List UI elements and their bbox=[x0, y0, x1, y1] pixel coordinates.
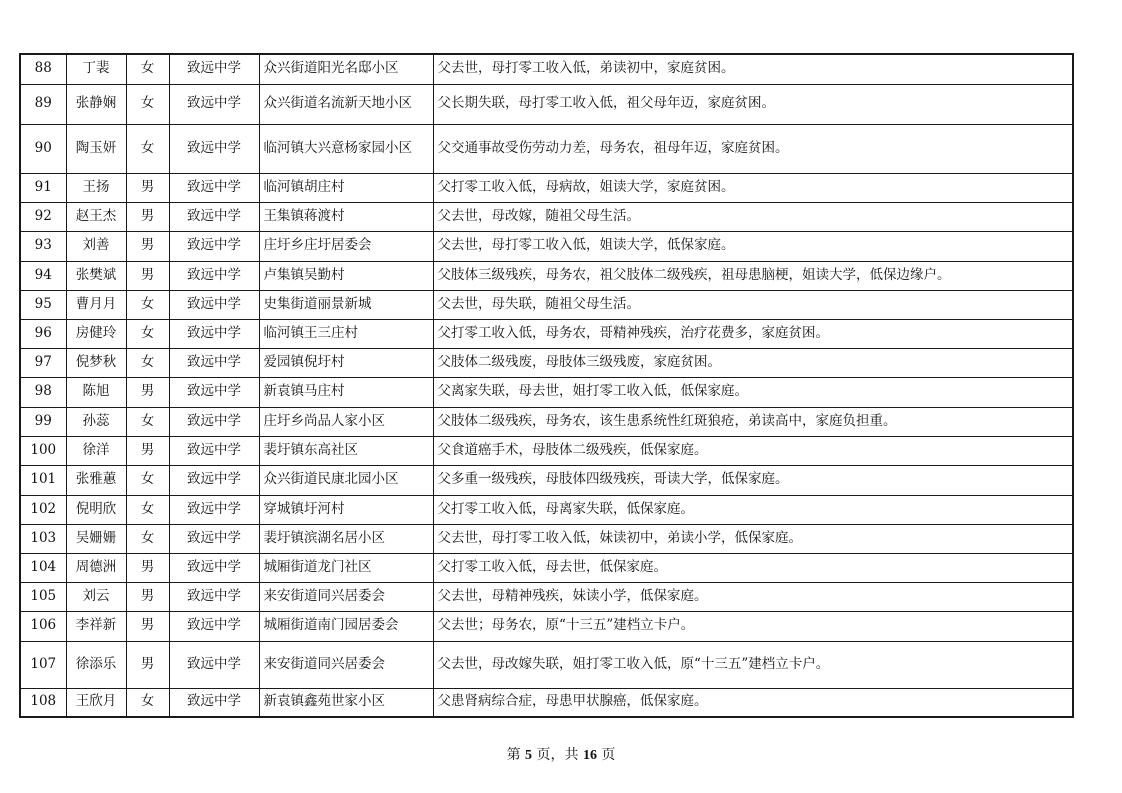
cell-gender: 女 bbox=[126, 688, 169, 717]
cell-address: 临河镇大兴意杨家园小区 bbox=[259, 124, 433, 173]
cell-school: 致远中学 bbox=[169, 465, 259, 495]
cell-address: 临河镇胡庄村 bbox=[259, 173, 433, 202]
cell-address: 众兴街道名流新天地小区 bbox=[259, 84, 433, 124]
table-row bbox=[20, 611, 1073, 641]
cell-gender: 女 bbox=[126, 407, 169, 436]
page-footer bbox=[0, 744, 1122, 764]
cell-gender: 女 bbox=[126, 84, 169, 124]
cell-name: 倪梦秋 bbox=[66, 348, 126, 377]
cell-address: 来安街道同兴居委会 bbox=[259, 582, 433, 611]
cell-gender: 男 bbox=[126, 231, 169, 261]
table-row bbox=[20, 124, 1073, 173]
cell-situation: 父打零工收入低，母去世，低保家庭。 bbox=[433, 553, 1073, 582]
cell-school: 致远中学 bbox=[169, 202, 259, 231]
cell-situation: 父肢体二级残废，母肢体三级残废，家庭贫困。 bbox=[433, 348, 1073, 377]
cell-number: 108 bbox=[20, 688, 66, 717]
cell-situation: 父去世，母打零工收入低，弟读初中，家庭贫困。 bbox=[433, 54, 1073, 84]
cell-school: 致远中学 bbox=[169, 553, 259, 582]
cell-school: 致远中学 bbox=[169, 407, 259, 436]
table-row bbox=[20, 524, 1073, 553]
cell-gender: 女 bbox=[126, 124, 169, 173]
cell-situation: 父交通事故受伤劳动力差，母务农，祖母年迈，家庭贫困。 bbox=[433, 124, 1073, 173]
footer-suffix: 页 bbox=[601, 747, 616, 763]
cell-situation: 父打零工收入低，母离家失联，低保家庭。 bbox=[433, 495, 1073, 524]
cell-address: 史集街道丽景新城 bbox=[259, 290, 433, 319]
cell-number: 97 bbox=[20, 348, 66, 377]
cell-name: 曹月月 bbox=[66, 290, 126, 319]
cell-name: 李祥新 bbox=[66, 611, 126, 641]
cell-number: 99 bbox=[20, 407, 66, 436]
table-row bbox=[20, 231, 1073, 261]
cell-school: 致远中学 bbox=[169, 582, 259, 611]
cell-school: 致远中学 bbox=[169, 641, 259, 688]
cell-school: 致远中学 bbox=[169, 495, 259, 524]
cell-gender: 男 bbox=[126, 611, 169, 641]
cell-gender: 男 bbox=[126, 582, 169, 611]
cell-school: 致远中学 bbox=[169, 688, 259, 717]
cell-situation: 父去世；母务农，原“十三五”建档立卡户。 bbox=[433, 611, 1073, 641]
table-row bbox=[20, 84, 1073, 124]
cell-school: 致远中学 bbox=[169, 54, 259, 84]
cell-situation: 父去世，母改嫁，随祖父母生活。 bbox=[433, 202, 1073, 231]
cell-gender: 女 bbox=[126, 319, 169, 348]
cell-name: 吴姗姗 bbox=[66, 524, 126, 553]
cell-address: 庄圩乡尚品人家小区 bbox=[259, 407, 433, 436]
cell-address: 众兴街道民康北园小区 bbox=[259, 465, 433, 495]
cell-number: 102 bbox=[20, 495, 66, 524]
cell-situation: 父离家失联，母去世，姐打零工收入低，低保家庭。 bbox=[433, 377, 1073, 407]
cell-school: 致远中学 bbox=[169, 377, 259, 407]
cell-situation: 父去世，母精神残疾，妹读小学，低保家庭。 bbox=[433, 582, 1073, 611]
cell-school: 致远中学 bbox=[169, 319, 259, 348]
cell-name: 王扬 bbox=[66, 173, 126, 202]
footer-mid: 页，共 bbox=[536, 747, 579, 763]
cell-name: 陈旭 bbox=[66, 377, 126, 407]
cell-name: 刘云 bbox=[66, 582, 126, 611]
cell-number: 104 bbox=[20, 553, 66, 582]
cell-address: 新袁镇马庄村 bbox=[259, 377, 433, 407]
table-row bbox=[20, 436, 1073, 465]
cell-name: 徐洋 bbox=[66, 436, 126, 465]
cell-address: 爱园镇倪圩村 bbox=[259, 348, 433, 377]
table-row bbox=[20, 582, 1073, 611]
cell-gender: 男 bbox=[126, 173, 169, 202]
cell-name: 张樊斌 bbox=[66, 261, 126, 290]
cell-situation: 父去世，母改嫁失联，姐打零工收入低，原“十三五”建档立卡户。 bbox=[433, 641, 1073, 688]
cell-address: 庄圩乡庄圩居委会 bbox=[259, 231, 433, 261]
cell-gender: 男 bbox=[126, 202, 169, 231]
footer-total-pages: 16 bbox=[582, 748, 597, 763]
cell-name: 刘善 bbox=[66, 231, 126, 261]
cell-number: 94 bbox=[20, 261, 66, 290]
footer-page-number: 5 bbox=[525, 748, 533, 763]
cell-number: 105 bbox=[20, 582, 66, 611]
table-row bbox=[20, 319, 1073, 348]
table-row bbox=[20, 173, 1073, 202]
cell-number: 89 bbox=[20, 84, 66, 124]
cell-situation: 父肢体三级残疾，母务农，祖父肢体二级残疾，祖母患脑梗，姐读大学，低保边缘户。 bbox=[433, 261, 1073, 290]
cell-gender: 女 bbox=[126, 348, 169, 377]
cell-gender: 女 bbox=[126, 54, 169, 84]
cell-school: 致远中学 bbox=[169, 436, 259, 465]
cell-number: 98 bbox=[20, 377, 66, 407]
cell-number: 101 bbox=[20, 465, 66, 495]
table-row bbox=[20, 553, 1073, 582]
cell-situation: 父去世，母失联，随祖父母生活。 bbox=[433, 290, 1073, 319]
cell-situation: 父食道癌手术，母肢体二级残疾，低保家庭。 bbox=[433, 436, 1073, 465]
cell-name: 张雅蕙 bbox=[66, 465, 126, 495]
cell-school: 致远中学 bbox=[169, 173, 259, 202]
cell-number: 100 bbox=[20, 436, 66, 465]
cell-gender: 男 bbox=[126, 436, 169, 465]
cell-situation: 父患肾病综合症，母患甲状腺癌，低保家庭。 bbox=[433, 688, 1073, 717]
cell-situation: 父去世，母打零工收入低，姐读大学，低保家庭。 bbox=[433, 231, 1073, 261]
cell-name: 房健玲 bbox=[66, 319, 126, 348]
cell-address: 新袁镇鑫苑世家小区 bbox=[259, 688, 433, 717]
cell-situation: 父打零工收入低，母务农，哥精神残疾，治疗花费多，家庭贫困。 bbox=[433, 319, 1073, 348]
cell-gender: 女 bbox=[126, 495, 169, 524]
cell-school: 致远中学 bbox=[169, 290, 259, 319]
cell-situation: 父肢体二级残疾，母务农，该生患系统性红斑狼疮，弟读高中，家庭负担重。 bbox=[433, 407, 1073, 436]
cell-address: 卢集镇吴勤村 bbox=[259, 261, 433, 290]
cell-name: 赵王杰 bbox=[66, 202, 126, 231]
cell-address: 众兴街道阳光名邸小区 bbox=[259, 54, 433, 84]
cell-number: 103 bbox=[20, 524, 66, 553]
cell-number: 95 bbox=[20, 290, 66, 319]
cell-name: 陶玉妍 bbox=[66, 124, 126, 173]
cell-number: 90 bbox=[20, 124, 66, 173]
student-aid-table bbox=[19, 53, 1074, 718]
cell-gender: 男 bbox=[126, 641, 169, 688]
cell-school: 致远中学 bbox=[169, 611, 259, 641]
table-row bbox=[20, 407, 1073, 436]
cell-gender: 男 bbox=[126, 377, 169, 407]
cell-school: 致远中学 bbox=[169, 84, 259, 124]
cell-gender: 男 bbox=[126, 553, 169, 582]
cell-school: 致远中学 bbox=[169, 231, 259, 261]
cell-number: 106 bbox=[20, 611, 66, 641]
cell-school: 致远中学 bbox=[169, 348, 259, 377]
cell-gender: 女 bbox=[126, 524, 169, 553]
cell-number: 91 bbox=[20, 173, 66, 202]
table-row bbox=[20, 290, 1073, 319]
cell-address: 来安街道同兴居委会 bbox=[259, 641, 433, 688]
cell-number: 88 bbox=[20, 54, 66, 84]
cell-name: 周德洲 bbox=[66, 553, 126, 582]
table-row bbox=[20, 688, 1073, 717]
cell-number: 92 bbox=[20, 202, 66, 231]
cell-school: 致远中学 bbox=[169, 261, 259, 290]
cell-situation: 父去世，母打零工收入低，妹读初中，弟读小学，低保家庭。 bbox=[433, 524, 1073, 553]
cell-name: 王欣月 bbox=[66, 688, 126, 717]
cell-address: 裴圩镇滨湖名居小区 bbox=[259, 524, 433, 553]
cell-address: 临河镇王三庄村 bbox=[259, 319, 433, 348]
table-row bbox=[20, 377, 1073, 407]
cell-number: 107 bbox=[20, 641, 66, 688]
table-row bbox=[20, 465, 1073, 495]
cell-name: 张静娴 bbox=[66, 84, 126, 124]
table-row bbox=[20, 261, 1073, 290]
table-body bbox=[20, 54, 1073, 717]
cell-gender: 女 bbox=[126, 290, 169, 319]
table-row bbox=[20, 54, 1073, 84]
cell-gender: 男 bbox=[126, 261, 169, 290]
cell-situation: 父打零工收入低，母病故，姐读大学，家庭贫困。 bbox=[433, 173, 1073, 202]
cell-name: 丁裴 bbox=[66, 54, 126, 84]
cell-gender: 女 bbox=[126, 465, 169, 495]
table-row bbox=[20, 641, 1073, 688]
cell-name: 徐添乐 bbox=[66, 641, 126, 688]
cell-name: 孙蕊 bbox=[66, 407, 126, 436]
cell-address: 城厢街道龙门社区 bbox=[259, 553, 433, 582]
cell-address: 裴圩镇东高社区 bbox=[259, 436, 433, 465]
cell-number: 93 bbox=[20, 231, 66, 261]
cell-address: 城厢街道南门园居委会 bbox=[259, 611, 433, 641]
cell-address: 王集镇蒋渡村 bbox=[259, 202, 433, 231]
cell-situation: 父多重一级残疾，母肢体四级残疾，哥读大学，低保家庭。 bbox=[433, 465, 1073, 495]
cell-address: 穿城镇圩河村 bbox=[259, 495, 433, 524]
cell-name: 倪明欣 bbox=[66, 495, 126, 524]
cell-number: 96 bbox=[20, 319, 66, 348]
table-row bbox=[20, 202, 1073, 231]
cell-school: 致远中学 bbox=[169, 524, 259, 553]
cell-school: 致远中学 bbox=[169, 124, 259, 173]
footer-prefix: 第 bbox=[506, 747, 521, 763]
cell-situation: 父长期失联，母打零工收入低，祖父母年迈，家庭贫困。 bbox=[433, 84, 1073, 124]
table-row bbox=[20, 348, 1073, 377]
table-row bbox=[20, 495, 1073, 524]
